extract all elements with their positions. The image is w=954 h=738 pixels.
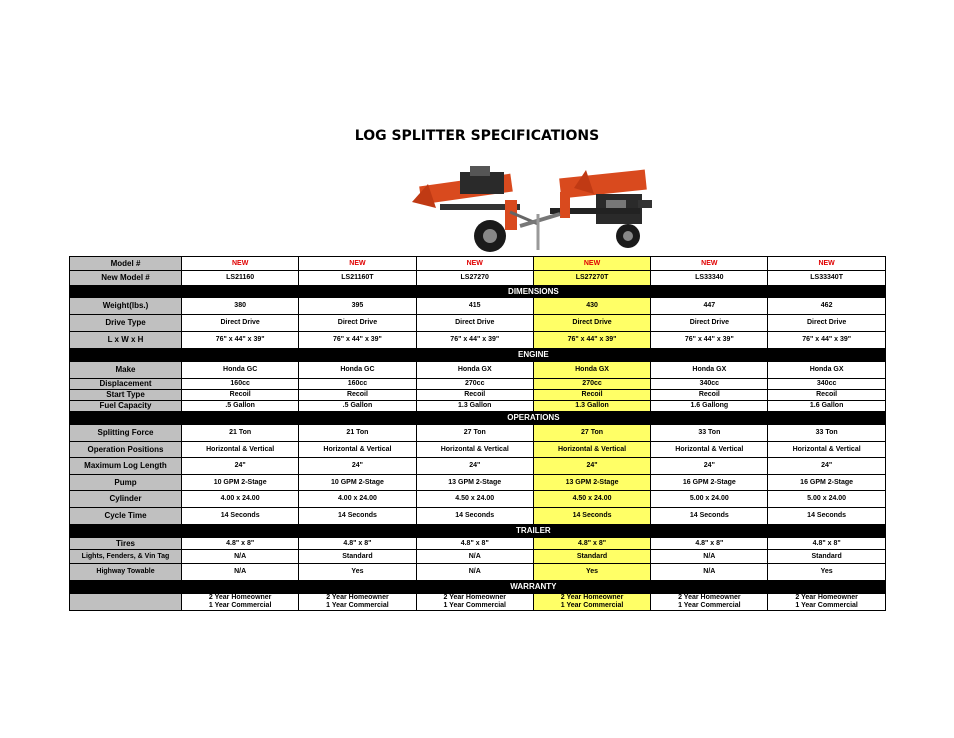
table-cell: 5.00 x 24.00 <box>651 491 768 508</box>
table-cell: Horizontal & Vertical <box>416 442 533 458</box>
table-cell: 4.8" x 8" <box>533 538 650 550</box>
section-header-warranty <box>70 581 886 594</box>
table-cell: 462 <box>768 298 885 315</box>
table-cell: Recoil <box>533 390 650 401</box>
table-row <box>70 257 886 271</box>
table-cell: 4.8" x 8" <box>651 538 768 550</box>
warranty-homeowner: 2 Year Homeowner <box>208 594 272 601</box>
table-cell: Honda GX <box>768 362 885 379</box>
table-cell: 24" <box>533 458 650 475</box>
table-cell: 24" <box>182 458 299 475</box>
table-row <box>70 425 886 442</box>
warranty-homeowner: 2 Year Homeowner <box>795 594 858 601</box>
table-cell: LS27270T <box>533 271 650 286</box>
table-cell: LS27270 <box>416 271 533 286</box>
table-row <box>70 508 886 525</box>
row-label: Weight(lbs.) <box>70 298 182 315</box>
warranty-homeowner: 2 Year Homeowner <box>560 594 624 601</box>
table-cell: Recoil <box>416 390 533 401</box>
table-cell: 447 <box>651 298 768 315</box>
warranty-homeowner: 2 Year Homeowner <box>678 594 741 601</box>
table-cell: 76" x 44" x 39" <box>299 332 416 349</box>
table-cell: Direct Drive <box>299 315 416 332</box>
table-cell: LS21160T <box>299 271 416 286</box>
table-cell: 4.8" x 8" <box>182 538 299 550</box>
section-header-blank <box>70 581 182 594</box>
table-cell: .5 Gallon <box>182 401 299 412</box>
table-cell: Horizontal & Vertical <box>651 442 768 458</box>
table-cell: 4.50 x 24.00 <box>533 491 650 508</box>
section-header-blank <box>70 286 182 298</box>
table-cell <box>533 594 650 611</box>
table-cell: Horizontal & Vertical <box>768 442 885 458</box>
log-splitter-left <box>412 166 538 252</box>
table-cell: N/A <box>182 550 299 564</box>
table-cell: Recoil <box>299 390 416 401</box>
table-row <box>70 315 886 332</box>
table-cell: 24" <box>768 458 885 475</box>
table-cell: N/A <box>416 550 533 564</box>
table-cell: 340cc <box>768 379 885 390</box>
table-cell: 1.6 Gallon <box>768 401 885 412</box>
table-cell <box>182 594 299 611</box>
table-row <box>70 379 886 390</box>
table-cell: 270cc <box>533 379 650 390</box>
row-label: Operation Positions <box>70 442 182 458</box>
section-header-dimensions <box>70 286 886 298</box>
table-row <box>70 362 886 379</box>
table-cell: 5.00 x 24.00 <box>768 491 885 508</box>
table-cell: Recoil <box>182 390 299 401</box>
table-row <box>70 390 886 401</box>
table-cell: 1.3 Gallon <box>533 401 650 412</box>
table-cell: Standard <box>533 550 650 564</box>
table-row-warranty <box>70 594 886 611</box>
table-cell: 395 <box>299 298 416 315</box>
table-cell: NEW <box>416 257 533 271</box>
table-cell: 4.8" x 8" <box>768 538 885 550</box>
table-cell: Direct Drive <box>533 315 650 332</box>
table-row <box>70 491 886 508</box>
warranty-commercial: 1 Year Commercial <box>678 602 741 609</box>
table-cell: 24" <box>299 458 416 475</box>
warranty-commercial: 1 Year Commercial <box>443 602 506 609</box>
row-label: Cylinder <box>70 491 182 508</box>
row-label: Make <box>70 362 182 379</box>
table-cell: 16 GPM 2-Stage <box>768 475 885 491</box>
table-cell: 14 Seconds <box>182 508 299 525</box>
table-cell: 16 GPM 2-Stage <box>651 475 768 491</box>
row-label: L x W x H <box>70 332 182 349</box>
table-cell: N/A <box>416 564 533 581</box>
table-cell: Yes <box>768 564 885 581</box>
table-cell: Honda GX <box>651 362 768 379</box>
warranty-homeowner: 2 Year Homeowner <box>443 594 506 601</box>
table-cell: N/A <box>651 550 768 564</box>
row-label: Drive Type <box>70 315 182 332</box>
row-label: Fuel Capacity <box>70 401 182 412</box>
row-label: Start Type <box>70 390 182 401</box>
table-cell: 4.50 x 24.00 <box>416 491 533 508</box>
table-cell: Yes <box>533 564 650 581</box>
table-cell <box>651 594 768 611</box>
table-cell: 4.00 x 24.00 <box>182 491 299 508</box>
table-cell: LS33340 <box>651 271 768 286</box>
table-cell: 14 Seconds <box>768 508 885 525</box>
table-cell: .5 Gallon <box>299 401 416 412</box>
table-row <box>70 401 886 412</box>
table-cell: Honda GC <box>182 362 299 379</box>
section-title: TRAILER <box>182 525 886 538</box>
row-label: Lights, Fenders, & Vin Tag <box>70 550 182 564</box>
log-splitter-photo <box>410 164 660 260</box>
table-row <box>70 332 886 349</box>
section-header-engine <box>70 349 886 362</box>
table-cell: 21 Ton <box>182 425 299 442</box>
table-cell: Horizontal & Vertical <box>182 442 299 458</box>
table-cell: NEW <box>182 257 299 271</box>
table-cell: LS33340T <box>768 271 885 286</box>
table-cell: Direct Drive <box>768 315 885 332</box>
section-header-blank <box>70 412 182 425</box>
row-label: Displacement <box>70 379 182 390</box>
table-cell: NEW <box>533 257 650 271</box>
table-cell: 10 GPM 2-Stage <box>299 475 416 491</box>
table-row <box>70 298 886 315</box>
table-cell: 340cc <box>651 379 768 390</box>
row-label: Pump <box>70 475 182 491</box>
table-cell: Horizontal & Vertical <box>299 442 416 458</box>
table-cell: 76" x 44" x 39" <box>651 332 768 349</box>
table-cell: 27 Ton <box>416 425 533 442</box>
table-cell: Recoil <box>768 390 885 401</box>
table-cell: 33 Ton <box>768 425 885 442</box>
table-cell: 160cc <box>299 379 416 390</box>
table-cell: 14 Seconds <box>416 508 533 525</box>
warranty-commercial: 1 Year Commercial <box>560 602 624 609</box>
table-row <box>70 564 886 581</box>
section-title: ENGINE <box>182 349 886 362</box>
page-title: LOG SPLITTER SPECIFICATIONS <box>354 128 600 144</box>
table-cell: 13 GPM 2-Stage <box>533 475 650 491</box>
table-row <box>70 550 886 564</box>
warranty-commercial: 1 Year Commercial <box>326 602 389 609</box>
warranty-commercial: 1 Year Commercial <box>795 602 858 609</box>
table-cell: Direct Drive <box>182 315 299 332</box>
table-cell: 1.3 Gallon <box>416 401 533 412</box>
table-cell: NEW <box>299 257 416 271</box>
table-row <box>70 442 886 458</box>
table-cell: 10 GPM 2-Stage <box>182 475 299 491</box>
table-cell: Yes <box>299 564 416 581</box>
table-cell: Direct Drive <box>651 315 768 332</box>
table-cell: Standard <box>768 550 885 564</box>
table-cell: 160cc <box>182 379 299 390</box>
table-row <box>70 538 886 550</box>
table-cell: 4.8" x 8" <box>299 538 416 550</box>
row-label: Splitting Force <box>70 425 182 442</box>
table-cell: Standard <box>299 550 416 564</box>
table-cell: 415 <box>416 298 533 315</box>
table-cell: Honda GX <box>416 362 533 379</box>
table-cell: 14 Seconds <box>533 508 650 525</box>
table-cell: 4.8" x 8" <box>416 538 533 550</box>
table-cell: 76" x 44" x 39" <box>533 332 650 349</box>
row-label: Model # <box>70 257 182 271</box>
table-cell: 14 Seconds <box>299 508 416 525</box>
table-cell: 4.00 x 24.00 <box>299 491 416 508</box>
table-cell <box>299 594 416 611</box>
table-cell: N/A <box>651 564 768 581</box>
section-header-blank <box>70 349 182 362</box>
table-cell: 270cc <box>416 379 533 390</box>
section-header-trailer <box>70 525 886 538</box>
table-cell: 380 <box>182 298 299 315</box>
table-cell: Honda GC <box>299 362 416 379</box>
table-cell: 1.6 Gallong <box>651 401 768 412</box>
log-splitter-right <box>520 170 652 250</box>
row-label: Highway Towable <box>70 564 182 581</box>
table-cell: 21 Ton <box>299 425 416 442</box>
table-cell: NEW <box>768 257 885 271</box>
table-cell: Honda GX <box>533 362 650 379</box>
table-row <box>70 458 886 475</box>
table-cell: 24" <box>651 458 768 475</box>
table-cell: Horizontal & Vertical <box>533 442 650 458</box>
table-cell: Direct Drive <box>416 315 533 332</box>
table-row <box>70 475 886 491</box>
section-title: OPERATIONS <box>182 412 886 425</box>
table-cell: N/A <box>182 564 299 581</box>
section-title: DIMENSIONS <box>182 286 886 298</box>
table-cell: 24" <box>416 458 533 475</box>
table-cell <box>416 594 533 611</box>
table-cell: 27 Ton <box>533 425 650 442</box>
section-header-operations <box>70 412 886 425</box>
row-label <box>70 594 182 611</box>
table-cell: 14 Seconds <box>651 508 768 525</box>
table-cell: 430 <box>533 298 650 315</box>
table-row <box>70 271 886 286</box>
table-cell: Recoil <box>651 390 768 401</box>
row-label: New Model # <box>70 271 182 286</box>
row-label: Cycle Time <box>70 508 182 525</box>
row-label: Tires <box>70 538 182 550</box>
table-cell: 76" x 44" x 39" <box>416 332 533 349</box>
warranty-commercial: 1 Year Commercial <box>208 602 272 609</box>
table-cell: 13 GPM 2-Stage <box>416 475 533 491</box>
table-cell: 76" x 44" x 39" <box>768 332 885 349</box>
table-cell: 76" x 44" x 39" <box>182 332 299 349</box>
section-header-blank <box>70 525 182 538</box>
table-cell: LS21160 <box>182 271 299 286</box>
table-cell: 33 Ton <box>651 425 768 442</box>
row-label: Maximum Log Length <box>70 458 182 475</box>
spec-table <box>69 256 886 611</box>
table-cell: NEW <box>651 257 768 271</box>
table-cell <box>768 594 885 611</box>
section-title: WARRANTY <box>182 581 886 594</box>
warranty-homeowner: 2 Year Homeowner <box>326 594 389 601</box>
